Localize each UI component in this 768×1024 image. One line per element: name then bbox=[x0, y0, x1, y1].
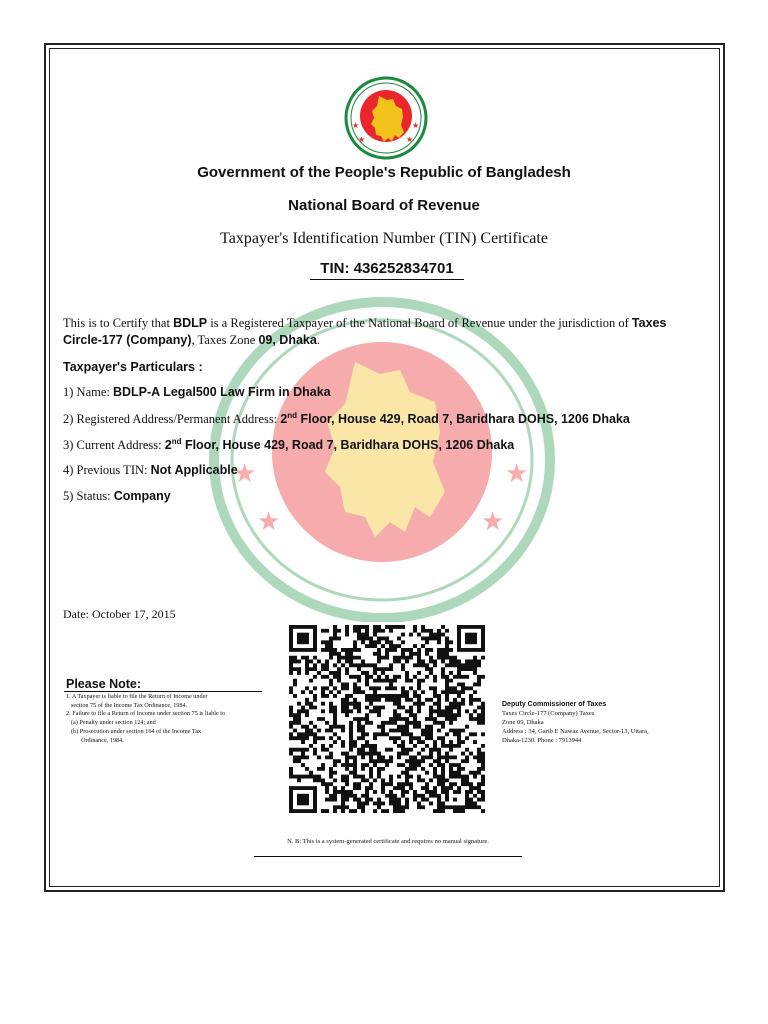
svg-text:★: ★ bbox=[233, 459, 257, 489]
note-list: 1. A Taxpayer is liable to file the Return of Income under section 75 of the Income Tax Ordinance, 1984. 2. Failure to file a Return of Income under section 75 is liable to (a) Penalty under section 124; and (b) Prosecution under section 164 of the Income Tax Ordinance, 1984. bbox=[66, 693, 226, 744]
signatory-block: Deputy Commissioner of Taxes Taxes Circle-177 (Company) Taxes Zone 09, Dhaka Address : 34, Garib E Nawaz Avenue, Sector-13, Uttara, Dhaka-1230. Phone : 7913944 bbox=[502, 700, 702, 745]
issue-date: Date: October 17, 2015 bbox=[63, 607, 176, 621]
particular-current-address: 3) Current Address: 2nd Floor, House 429, Road 7, Baridhara DOHS, 1206 Dhaka bbox=[63, 437, 515, 453]
certificate-title: Taxpayer's Identification Number (TIN) Certificate bbox=[220, 230, 548, 247]
particulars-heading: Taxpayer's Particulars : bbox=[63, 360, 203, 374]
taxpayer-short-name: BDLP bbox=[173, 316, 208, 330]
certify-paragraph: This is to Certify that BDLP is a Registered Taxpayer of the National Board of Revenue under the jurisdiction of Taxes Circle-177 (Company), Taxes Zone 09, Dhaka. bbox=[63, 316, 667, 347]
svg-text:★: ★ bbox=[358, 135, 366, 144]
signatory-title: Deputy Commissioner of Taxes bbox=[502, 701, 607, 708]
tax-circle: Taxes Circle-177 (Company) bbox=[63, 316, 667, 347]
svg-text:★: ★ bbox=[352, 121, 360, 130]
board-title: National Board of Revenue bbox=[288, 197, 480, 214]
svg-text:★: ★ bbox=[481, 507, 505, 537]
particular-status: 5) Status: Company bbox=[63, 489, 171, 503]
svg-text:★: ★ bbox=[406, 135, 414, 144]
footer-divider bbox=[254, 856, 522, 857]
tax-zone: 09, Dhaka bbox=[258, 333, 317, 347]
particular-name: 1) Name: BDLP-A Legal500 Law Firm in Dhaka bbox=[63, 385, 331, 399]
tin-number: TIN: 436252834701 bbox=[310, 260, 464, 280]
system-generated-note: N. B: This is a system-generated certificate and requires no manual signature. bbox=[287, 838, 489, 845]
particular-previous-tin: 4) Previous TIN: Not Applicable bbox=[63, 463, 238, 477]
note-title: Please Note: bbox=[66, 677, 142, 691]
svg-text:★: ★ bbox=[505, 459, 529, 489]
svg-text:★: ★ bbox=[412, 121, 420, 130]
svg-text:★: ★ bbox=[257, 507, 281, 537]
qr-code bbox=[289, 625, 485, 813]
particular-registered-address: 2) Registered Address/Permanent Address: 2nd Floor, House 429, Road 7, Baridhara DOHS, 1206 Dhaka bbox=[63, 411, 630, 427]
government-title: Government of the People's Republic of Bangladesh bbox=[197, 164, 571, 181]
government-seal-image bbox=[344, 76, 428, 160]
note-divider bbox=[64, 691, 262, 692]
